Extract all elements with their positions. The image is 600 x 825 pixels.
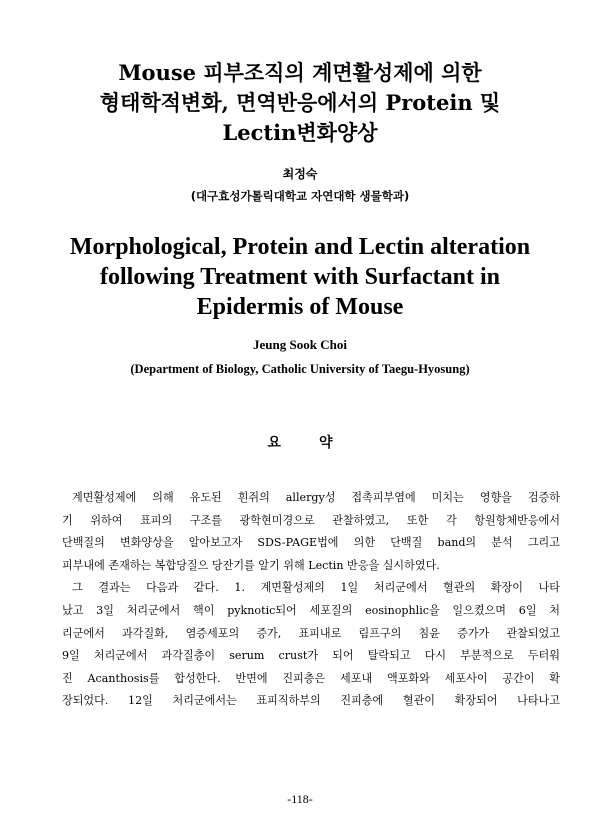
body-line: 피부내에 존재하는 복합당질으 당잔기를 알기 위해 Lectin 반응을 실시하였다. xyxy=(62,558,440,572)
body-line: 단백질의 변화양상을 알아보고자 SDS-PAGE법에 의한 단백질 band의 분석 그리고 xyxy=(62,536,560,550)
page-number: -118- xyxy=(287,792,313,806)
abstract-heading: 요약 xyxy=(267,435,371,451)
korean-title-line-1: Mouse 피부조직의 계면활성제에 의한 xyxy=(118,60,482,85)
english-title xyxy=(30,232,570,322)
english-title-line-1: Morphological, Protein and Lectin alteration xyxy=(69,234,531,260)
korean-title xyxy=(40,58,560,148)
body-line: 계면활성제에 의해 유도된 흰쥐의 allergy성 접촉피부염에 미치는 영향을 검증하 xyxy=(72,491,560,504)
body-line: 났고 3일 처리군에서 핵이 pyknotic되어 세포질의 eosinophlic을 일으켰으며 6일 처 xyxy=(62,603,560,617)
english-title-line-3: Epidermis of Mouse xyxy=(196,294,404,320)
body-line: 기 위하여 표피의 구조를 광학현미경으로 관찰하였고, 또한 각 항원항체반응에서 xyxy=(62,513,560,527)
body-line: 진 Acanthosis를 합성한다. 반면에 진피층은 세포내 액포화와 세포사이 공간이 확 xyxy=(62,671,560,685)
english-title-line-2: following Treatment with Surfactant in xyxy=(100,264,500,290)
body-line: 장되었다. 12일 처리군에서는 표피직하부의 진피층에 혈관이 확장되어 나타나고 xyxy=(62,694,560,708)
abstract-body xyxy=(62,487,560,713)
english-affiliation: (Department of Biology, Catholic University of Taegu-Hyosung) xyxy=(130,362,470,376)
body-line: 그 결과는 다음과 같다. 1. 계면활성제의 1일 처리군에서 혈관의 확장이 나타 xyxy=(72,581,560,595)
korean-affiliation: (대구효성가톨릭대학교 자연대학 생물학과) xyxy=(190,189,410,203)
body-line: 리군에서 과각질화, 염증세포의 증가, 표피내로 림프구의 침윤 증가가 관찰되었고 xyxy=(62,626,560,640)
body-line: 9일 처리군에서 과각질층이 serum crust가 되어 탈락되고 다시 부분적으로 두터워 xyxy=(62,649,560,663)
english-author: Jeung Sook Choi xyxy=(253,337,347,352)
korean-title-line-3: Lectin변화양상 xyxy=(222,120,378,145)
korean-title-line-2: 형태학적변화, 면역반응에서의 Protein 및 xyxy=(99,90,501,115)
korean-author: 최정숙 xyxy=(282,167,318,181)
